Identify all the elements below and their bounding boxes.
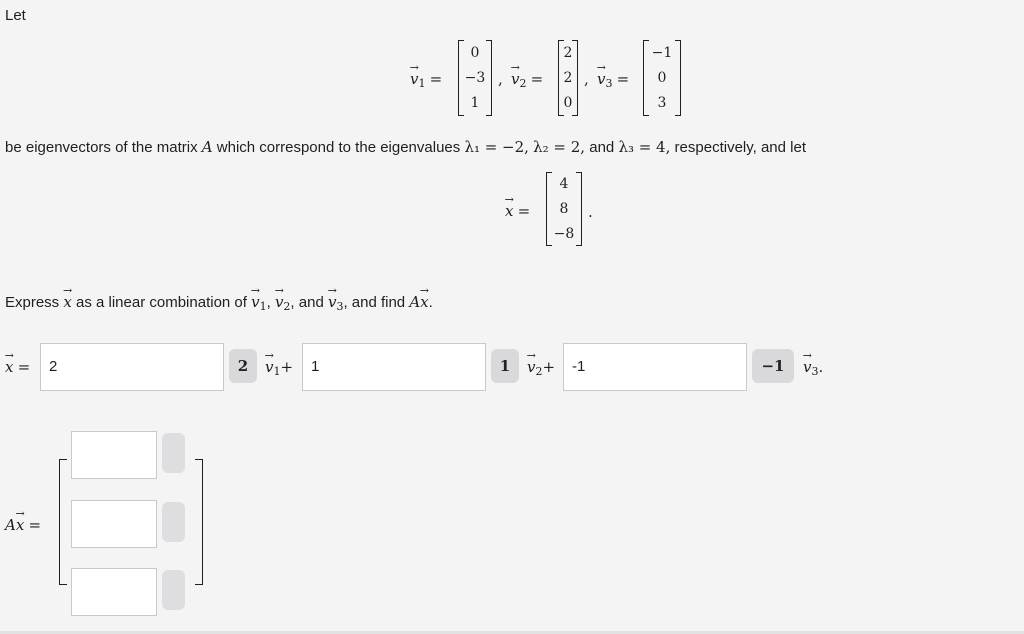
express-sentence: Express → x as a linear combination of → $v_1$, → $v_2$, and → $v_3$, and find A→ x. bbox=[5, 293, 433, 316]
period: . bbox=[588, 203, 593, 221]
coefficient-1-preview: 2 bbox=[229, 349, 257, 383]
v1-entry-2: −3 bbox=[464, 70, 486, 86]
v3-term: → $v_3$. bbox=[803, 358, 823, 381]
x-entry-3: −8 bbox=[553, 226, 575, 242]
ax-entry-1-input[interactable] bbox=[71, 431, 157, 479]
v2-matrix bbox=[558, 40, 578, 116]
v1-entry-3: 1 bbox=[470, 95, 480, 111]
ax-entry-2-input[interactable] bbox=[71, 500, 157, 548]
v1-matrix bbox=[458, 40, 492, 116]
comma: , bbox=[584, 70, 589, 88]
coefficient-3-preview: −1 bbox=[752, 349, 794, 383]
v2-entry-3: 0 bbox=[563, 95, 573, 111]
v3-label: → $v_3$ = bbox=[597, 70, 629, 93]
v3-entry-3: 3 bbox=[657, 95, 667, 111]
v2-entry-2: 2 bbox=[563, 70, 573, 86]
ax-entry-2-preview bbox=[162, 502, 185, 542]
v2-term: → $v_2+$ bbox=[527, 358, 555, 381]
coefficient-2-preview: 1 bbox=[491, 349, 519, 383]
v2-label: → $v_2$ = bbox=[511, 70, 543, 93]
comma: , bbox=[498, 70, 503, 88]
ax-entry-1-preview bbox=[162, 433, 185, 473]
ax-entry-3-input[interactable] bbox=[71, 568, 157, 616]
v2-entry-1: 2 bbox=[563, 45, 573, 61]
intro-text: Let bbox=[5, 7, 26, 24]
v3-entry-2: 0 bbox=[657, 70, 667, 86]
ax-label: A→ x = bbox=[5, 516, 41, 535]
coefficient-2-input[interactable]: 1 bbox=[302, 343, 486, 391]
eigen-sentence: be eigenvectors of the matrix A which correspond to the eigenvalues λ₁ = −2, λ₂ = 2, and λ₃ = 4, respectively, and let bbox=[5, 138, 806, 156]
v1-term: → $v_1+$ bbox=[265, 358, 293, 381]
ax-entry-3-preview bbox=[162, 570, 185, 610]
coefficient-3-input[interactable]: -1 bbox=[563, 343, 747, 391]
x-matrix bbox=[546, 172, 582, 246]
x-label: → x = bbox=[505, 202, 530, 221]
v1-entry-1: 0 bbox=[470, 45, 480, 61]
x-entry-1: 4 bbox=[559, 176, 569, 192]
coefficient-1-input[interactable]: 2 bbox=[40, 343, 224, 391]
x-equals-label: → x = bbox=[5, 358, 30, 377]
v3-matrix bbox=[643, 40, 681, 116]
v3-entry-1: −1 bbox=[651, 45, 673, 61]
v1-label: → $v_1$ = bbox=[410, 70, 442, 93]
x-entry-2: 8 bbox=[559, 201, 569, 217]
